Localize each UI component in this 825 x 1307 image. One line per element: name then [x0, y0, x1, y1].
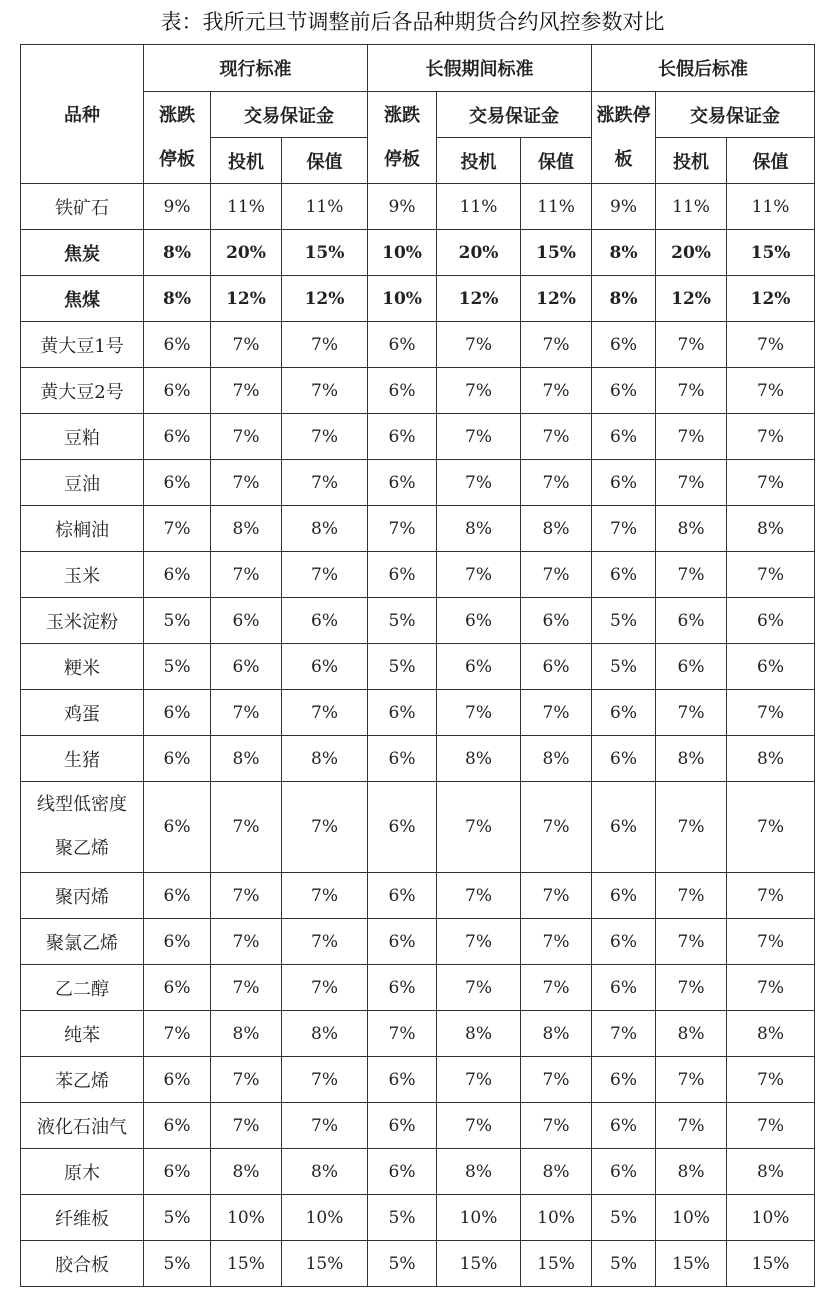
value-cell: 7%: [656, 873, 727, 919]
value-cell: 5%: [592, 598, 656, 644]
value-cell: 9%: [368, 184, 437, 230]
value-cell: 11%: [521, 184, 592, 230]
value-cell: 8%: [437, 736, 521, 782]
value-cell: 7%: [521, 873, 592, 919]
variety-name: 聚丙烯: [21, 873, 144, 919]
value-cell: 6%: [368, 1103, 437, 1149]
value-cell: 15%: [727, 230, 815, 276]
value-cell: 7%: [727, 322, 815, 368]
value-cell: 6%: [592, 552, 656, 598]
value-cell: 5%: [592, 644, 656, 690]
value-cell: 15%: [282, 1241, 368, 1287]
header-group-current: 现行标准: [144, 45, 368, 92]
value-cell: 6%: [592, 919, 656, 965]
value-cell: 8%: [282, 1149, 368, 1195]
value-cell: 6%: [144, 414, 211, 460]
value-cell: 7%: [727, 460, 815, 506]
value-cell: 6%: [368, 322, 437, 368]
value-cell: 15%: [521, 230, 592, 276]
variety-name: 玉米: [21, 552, 144, 598]
table-row: [21, 322, 815, 368]
table-row: [21, 1149, 815, 1195]
variety-name: 豆粕: [21, 414, 144, 460]
header-spec: 投机: [656, 138, 727, 184]
variety-name: 聚氯乙烯: [21, 919, 144, 965]
value-cell: 7%: [437, 460, 521, 506]
value-cell: 7%: [521, 368, 592, 414]
value-cell: 7%: [656, 460, 727, 506]
value-cell: 8%: [592, 276, 656, 322]
value-cell: 6%: [368, 736, 437, 782]
value-cell: 6%: [368, 873, 437, 919]
value-cell: 7%: [211, 460, 282, 506]
variety-name: 棕榈油: [21, 506, 144, 552]
value-cell: 12%: [521, 276, 592, 322]
header-spec: 投机: [211, 138, 282, 184]
variety-name: 原木: [21, 1149, 144, 1195]
value-cell: 7%: [211, 690, 282, 736]
value-cell: 11%: [656, 184, 727, 230]
value-cell: 7%: [282, 690, 368, 736]
value-cell: 7%: [727, 782, 815, 873]
value-cell: 6%: [211, 598, 282, 644]
value-cell: 6%: [592, 736, 656, 782]
value-cell: 6%: [144, 736, 211, 782]
value-cell: 7%: [282, 919, 368, 965]
value-cell: 8%: [211, 1149, 282, 1195]
value-cell: 7%: [282, 965, 368, 1011]
value-cell: 7%: [437, 368, 521, 414]
value-cell: 7%: [437, 322, 521, 368]
table-row: [21, 230, 815, 276]
value-cell: 6%: [592, 460, 656, 506]
value-cell: 6%: [592, 965, 656, 1011]
value-cell: 8%: [211, 736, 282, 782]
value-cell: 6%: [368, 460, 437, 506]
value-cell: 6%: [144, 919, 211, 965]
table-body: [21, 184, 815, 1287]
value-cell: 10%: [368, 230, 437, 276]
value-cell: 20%: [211, 230, 282, 276]
value-cell: 6%: [282, 644, 368, 690]
value-cell: 7%: [656, 1103, 727, 1149]
value-cell: 6%: [144, 368, 211, 414]
value-cell: 10%: [282, 1195, 368, 1241]
value-cell: 5%: [144, 644, 211, 690]
value-cell: 7%: [521, 1057, 592, 1103]
variety-name: 乙二醇: [21, 965, 144, 1011]
value-cell: 7%: [282, 782, 368, 873]
table-row: [21, 184, 815, 230]
value-cell: 8%: [521, 1149, 592, 1195]
value-cell: 6%: [368, 552, 437, 598]
value-cell: 6%: [144, 460, 211, 506]
value-cell: 5%: [368, 1241, 437, 1287]
header-variety: 品种: [21, 45, 144, 184]
header-spec: 投机: [437, 138, 521, 184]
value-cell: 7%: [656, 919, 727, 965]
value-cell: 8%: [727, 506, 815, 552]
value-cell: 6%: [592, 782, 656, 873]
table-row: [21, 965, 815, 1011]
value-cell: 6%: [144, 1149, 211, 1195]
table-row: [21, 368, 815, 414]
value-cell: 5%: [144, 598, 211, 644]
value-cell: 6%: [368, 1149, 437, 1195]
value-cell: 10%: [437, 1195, 521, 1241]
value-cell: 7%: [656, 690, 727, 736]
variety-name: 纯苯: [21, 1011, 144, 1057]
value-cell: 7%: [727, 368, 815, 414]
value-cell: 6%: [592, 873, 656, 919]
value-cell: 7%: [656, 322, 727, 368]
value-cell: 7%: [368, 506, 437, 552]
value-cell: 12%: [656, 276, 727, 322]
table-row: [21, 1011, 815, 1057]
value-cell: 6%: [368, 690, 437, 736]
value-cell: 6%: [437, 644, 521, 690]
value-cell: 6%: [727, 644, 815, 690]
table-row: [21, 919, 815, 965]
value-cell: 7%: [211, 1103, 282, 1149]
value-cell: 6%: [592, 1057, 656, 1103]
value-cell: 7%: [282, 1057, 368, 1103]
value-cell: 12%: [282, 276, 368, 322]
value-cell: 7%: [211, 368, 282, 414]
value-cell: 6%: [656, 644, 727, 690]
value-cell: 11%: [211, 184, 282, 230]
value-cell: 6%: [592, 1149, 656, 1195]
value-cell: 6%: [144, 873, 211, 919]
table-row: [21, 414, 815, 460]
value-cell: 10%: [368, 276, 437, 322]
value-cell: 6%: [521, 644, 592, 690]
value-cell: 7%: [211, 414, 282, 460]
value-cell: 8%: [144, 230, 211, 276]
header-margin-after: 交易保证金: [656, 92, 815, 138]
value-cell: 5%: [592, 1241, 656, 1287]
value-cell: 8%: [656, 506, 727, 552]
table-row: [21, 552, 815, 598]
value-cell: 7%: [727, 965, 815, 1011]
value-cell: 8%: [437, 506, 521, 552]
value-cell: 6%: [144, 1057, 211, 1103]
table-row: [21, 1241, 815, 1287]
variety-name: 生猪: [21, 736, 144, 782]
table-row: [21, 460, 815, 506]
value-cell: 6%: [144, 1103, 211, 1149]
value-cell: 6%: [368, 919, 437, 965]
value-cell: 7%: [282, 1103, 368, 1149]
header-group-after: 长假后标准: [592, 45, 815, 92]
table-caption: 表：我所元旦节调整前后各品种期货合约风控参数对比: [160, 10, 665, 34]
value-cell: 7%: [727, 552, 815, 598]
value-cell: 7%: [521, 965, 592, 1011]
value-cell: 6%: [592, 690, 656, 736]
table-row: [21, 1057, 815, 1103]
value-cell: 5%: [144, 1241, 211, 1287]
value-cell: 11%: [437, 184, 521, 230]
variety-name: 粳米: [21, 644, 144, 690]
value-cell: 6%: [144, 322, 211, 368]
value-cell: 20%: [656, 230, 727, 276]
value-cell: 7%: [521, 322, 592, 368]
value-cell: 5%: [368, 598, 437, 644]
table-row: [21, 506, 815, 552]
value-cell: 8%: [656, 1149, 727, 1195]
value-cell: 6%: [282, 598, 368, 644]
value-cell: 7%: [211, 965, 282, 1011]
value-cell: 15%: [727, 1241, 815, 1287]
value-cell: 7%: [144, 1011, 211, 1057]
value-cell: 8%: [656, 1011, 727, 1057]
table-row: [21, 598, 815, 644]
value-cell: 15%: [282, 230, 368, 276]
table-row: [21, 276, 815, 322]
value-cell: 8%: [521, 736, 592, 782]
value-cell: 7%: [437, 873, 521, 919]
header-margin-current: 交易保证金: [211, 92, 368, 138]
value-cell: 6%: [521, 598, 592, 644]
value-cell: 6%: [144, 690, 211, 736]
value-cell: 6%: [368, 965, 437, 1011]
value-cell: 7%: [521, 690, 592, 736]
variety-name: 纤维板: [21, 1195, 144, 1241]
value-cell: 7%: [656, 414, 727, 460]
value-cell: 7%: [437, 919, 521, 965]
value-cell: 20%: [437, 230, 521, 276]
value-cell: 8%: [282, 506, 368, 552]
value-cell: 7%: [521, 919, 592, 965]
table-row: [21, 1103, 815, 1149]
header-row-groups: [21, 45, 815, 92]
value-cell: 9%: [144, 184, 211, 230]
variety-name: 玉米淀粉: [21, 598, 144, 644]
variety-name: 鸡蛋: [21, 690, 144, 736]
table-row: [21, 873, 815, 919]
value-cell: 7%: [144, 506, 211, 552]
value-cell: 7%: [437, 552, 521, 598]
value-cell: 7%: [211, 873, 282, 919]
table-row: [21, 644, 815, 690]
risk-parameter-table: [20, 44, 815, 1287]
variety-name: 液化石油气: [21, 1103, 144, 1149]
value-cell: 12%: [727, 276, 815, 322]
value-cell: 7%: [282, 460, 368, 506]
value-cell: 6%: [368, 414, 437, 460]
value-cell: 6%: [368, 1057, 437, 1103]
value-cell: 8%: [282, 1011, 368, 1057]
value-cell: 12%: [437, 276, 521, 322]
value-cell: 7%: [727, 414, 815, 460]
value-cell: 7%: [656, 552, 727, 598]
variety-name: 黄大豆1号: [21, 322, 144, 368]
header-margin-holiday: 交易保证金: [437, 92, 592, 138]
value-cell: 7%: [211, 919, 282, 965]
value-cell: 8%: [211, 1011, 282, 1057]
value-cell: 7%: [282, 414, 368, 460]
value-cell: 6%: [592, 1103, 656, 1149]
value-cell: 7%: [592, 1011, 656, 1057]
header-hedge: 保值: [727, 138, 815, 184]
value-cell: 7%: [437, 782, 521, 873]
value-cell: 8%: [592, 230, 656, 276]
table-row: [21, 690, 815, 736]
value-cell: 6%: [727, 598, 815, 644]
variety-name: 胶合板: [21, 1241, 144, 1287]
header-limit-after: 涨跌停 板: [592, 92, 656, 184]
value-cell: 8%: [727, 1149, 815, 1195]
value-cell: 7%: [727, 919, 815, 965]
value-cell: 6%: [592, 414, 656, 460]
value-cell: 6%: [211, 644, 282, 690]
value-cell: 12%: [211, 276, 282, 322]
value-cell: 6%: [656, 598, 727, 644]
value-cell: 6%: [592, 322, 656, 368]
value-cell: 6%: [368, 368, 437, 414]
value-cell: 7%: [437, 1103, 521, 1149]
header-limit-current: 涨跌 停板: [144, 92, 211, 184]
value-cell: 7%: [656, 965, 727, 1011]
value-cell: 7%: [437, 414, 521, 460]
value-cell: 7%: [368, 1011, 437, 1057]
header-limit-holiday: 涨跌 停板: [368, 92, 437, 184]
value-cell: 10%: [727, 1195, 815, 1241]
value-cell: 6%: [144, 782, 211, 873]
value-cell: 15%: [656, 1241, 727, 1287]
value-cell: 7%: [282, 368, 368, 414]
value-cell: 10%: [211, 1195, 282, 1241]
value-cell: 7%: [282, 873, 368, 919]
value-cell: 8%: [437, 1149, 521, 1195]
value-cell: 8%: [656, 736, 727, 782]
value-cell: 8%: [727, 736, 815, 782]
value-cell: 11%: [727, 184, 815, 230]
variety-name: 铁矿石: [21, 184, 144, 230]
variety-name: 豆油: [21, 460, 144, 506]
header-hedge: 保值: [521, 138, 592, 184]
value-cell: 6%: [144, 552, 211, 598]
table-row: [21, 736, 815, 782]
value-cell: 7%: [437, 965, 521, 1011]
header-hedge: 保值: [282, 138, 368, 184]
value-cell: 8%: [727, 1011, 815, 1057]
value-cell: 8%: [282, 736, 368, 782]
value-cell: 11%: [282, 184, 368, 230]
value-cell: 7%: [282, 322, 368, 368]
value-cell: 7%: [727, 873, 815, 919]
value-cell: 7%: [211, 322, 282, 368]
value-cell: 9%: [592, 184, 656, 230]
value-cell: 7%: [211, 1057, 282, 1103]
value-cell: 5%: [368, 644, 437, 690]
value-cell: 6%: [368, 782, 437, 873]
value-cell: 8%: [521, 506, 592, 552]
value-cell: 7%: [437, 1057, 521, 1103]
value-cell: 7%: [656, 1057, 727, 1103]
value-cell: 7%: [521, 552, 592, 598]
value-cell: 5%: [368, 1195, 437, 1241]
value-cell: 5%: [592, 1195, 656, 1241]
value-cell: 8%: [211, 506, 282, 552]
value-cell: 7%: [282, 552, 368, 598]
value-cell: 6%: [437, 598, 521, 644]
variety-name: 焦煤: [21, 276, 144, 322]
value-cell: 7%: [211, 552, 282, 598]
value-cell: 7%: [592, 506, 656, 552]
value-cell: 15%: [437, 1241, 521, 1287]
value-cell: 15%: [521, 1241, 592, 1287]
value-cell: 7%: [521, 414, 592, 460]
value-cell: 7%: [437, 690, 521, 736]
table-row: [21, 782, 815, 873]
value-cell: 7%: [521, 460, 592, 506]
value-cell: 8%: [144, 276, 211, 322]
variety-name: 苯乙烯: [21, 1057, 144, 1103]
table-row: [21, 1195, 815, 1241]
header-group-holiday: 长假期间标准: [368, 45, 592, 92]
variety-name: 线型低密度 聚乙烯: [21, 782, 144, 873]
value-cell: 7%: [521, 1103, 592, 1149]
value-cell: 6%: [592, 368, 656, 414]
value-cell: 7%: [727, 1057, 815, 1103]
value-cell: 8%: [437, 1011, 521, 1057]
value-cell: 7%: [211, 782, 282, 873]
value-cell: 10%: [656, 1195, 727, 1241]
value-cell: 6%: [144, 965, 211, 1011]
value-cell: 7%: [656, 368, 727, 414]
value-cell: 10%: [521, 1195, 592, 1241]
value-cell: 7%: [727, 1103, 815, 1149]
value-cell: 8%: [521, 1011, 592, 1057]
value-cell: 7%: [727, 690, 815, 736]
value-cell: 7%: [521, 782, 592, 873]
value-cell: 5%: [144, 1195, 211, 1241]
variety-name: 焦炭: [21, 230, 144, 276]
value-cell: 7%: [656, 782, 727, 873]
variety-name: 黄大豆2号: [21, 368, 144, 414]
value-cell: 15%: [211, 1241, 282, 1287]
